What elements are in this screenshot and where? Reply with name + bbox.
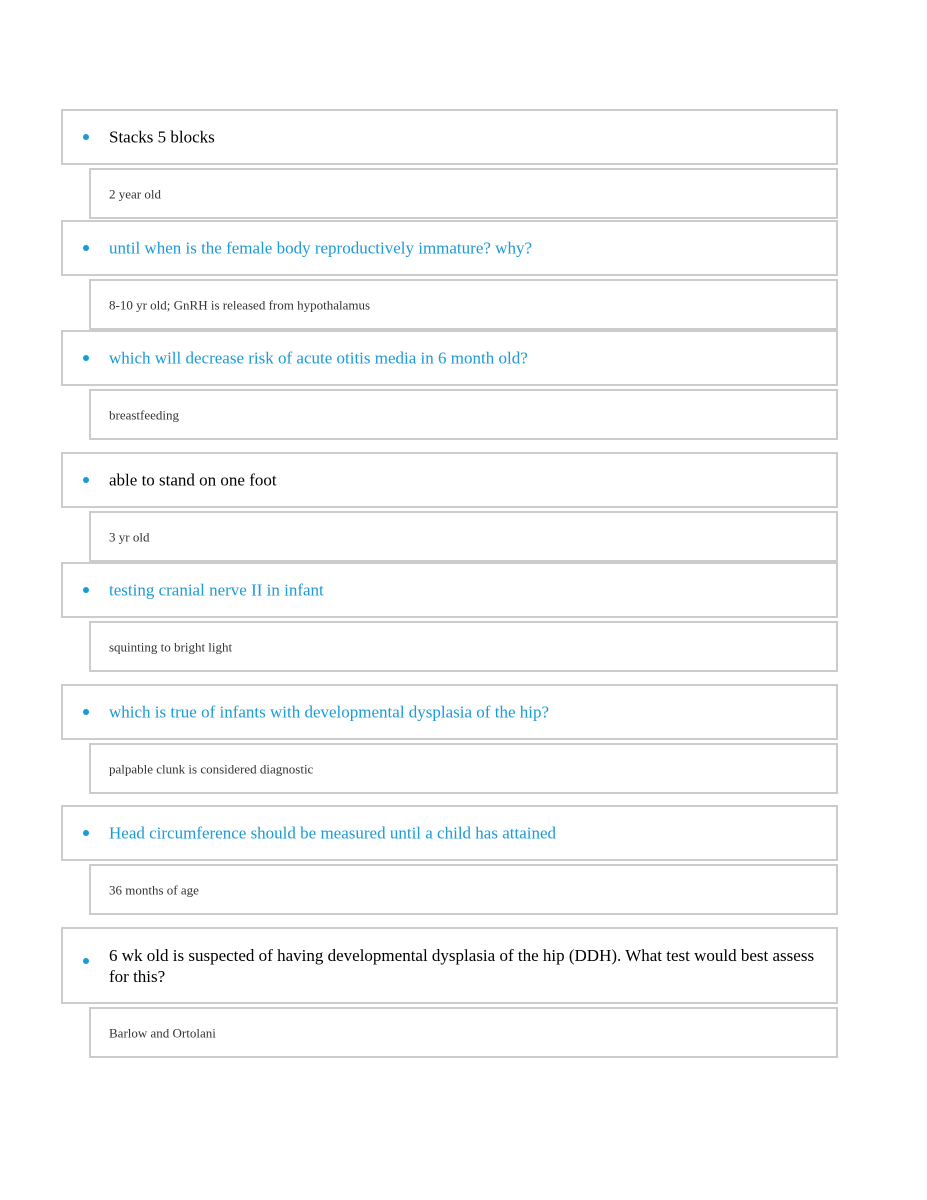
question-text: 6 wk old is suspected of having developmental dysplasia of the hip (DDH). What test would best assess for this? <box>109 945 815 986</box>
bullet-icon <box>83 245 89 251</box>
bullet-icon <box>83 134 89 140</box>
flashcard-question <box>61 220 838 276</box>
flashcard-answer <box>89 743 838 794</box>
flashcard-question <box>61 684 838 740</box>
question-text: which is true of infants with developmental dysplasia of the hip? <box>109 702 550 722</box>
flashcard-question <box>61 109 838 165</box>
answer-text: Barlow and Ortolani <box>109 1025 216 1040</box>
flashcard-question <box>61 805 838 861</box>
bullet-icon <box>83 830 89 836</box>
flashcard-question <box>61 452 838 508</box>
question-text: able to stand on one foot <box>109 470 277 490</box>
flashcard-answer <box>89 864 838 915</box>
answer-text: 8-10 yr old; GnRH is released from hypothalamus <box>109 297 371 312</box>
answer-text: 2 year old <box>109 186 161 201</box>
bullet-icon <box>83 355 89 361</box>
flashcard-question <box>61 927 838 1004</box>
answer-text: 36 months of age <box>109 882 199 897</box>
question-text: Head circumference should be measured until a child has attained <box>109 823 557 843</box>
question-text: until when is the female body reproductively immature? why? <box>109 238 532 258</box>
bullet-icon <box>83 587 89 593</box>
answer-text: squinting to bright light <box>109 639 233 654</box>
answer-text: palpable clunk is considered diagnostic <box>109 761 314 776</box>
bullet-icon <box>83 958 89 964</box>
bullet-icon <box>83 709 89 715</box>
flashcard-answer <box>89 621 838 672</box>
bullet-icon <box>83 477 89 483</box>
flashcard-answer <box>89 279 838 330</box>
flashcard-question <box>61 562 838 618</box>
flashcard-answer <box>89 389 838 440</box>
answer-text: breastfeeding <box>109 407 180 422</box>
flashcard-answer <box>89 511 838 562</box>
flashcard-answer <box>89 168 838 219</box>
question-text: Stacks 5 blocks <box>109 127 215 147</box>
flashcard-answer <box>89 1007 838 1058</box>
question-text: testing cranial nerve II in infant <box>109 580 324 600</box>
flashcard-question <box>61 330 838 386</box>
question-text: which will decrease risk of acute otitis media in 6 month old? <box>109 348 528 368</box>
answer-text: 3 yr old <box>109 529 150 544</box>
